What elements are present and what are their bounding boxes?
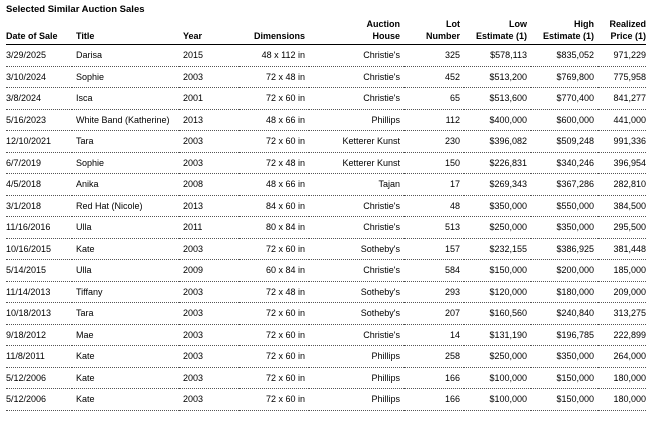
cell-year: 2003	[179, 281, 239, 303]
cell-lot-number: 14	[404, 324, 464, 346]
column-header-line2: Dimensions	[253, 31, 305, 41]
cell-year: 2003	[179, 131, 239, 153]
cell-dimensions: 48 x 112 in	[239, 45, 309, 67]
cell-year: 2003	[179, 389, 239, 411]
cell-high-estimate: $600,000	[531, 109, 598, 131]
cell-year: 2003	[179, 324, 239, 346]
cell-lot-number: 207	[404, 303, 464, 325]
cell-low-estimate: $513,200	[464, 66, 531, 88]
cell-auction-house: Phillips	[309, 389, 404, 411]
cell-year: 2003	[179, 367, 239, 389]
cell-low-estimate: $226,831	[464, 152, 531, 174]
table-row	[6, 109, 646, 131]
cell-lot-number: 325	[404, 45, 464, 67]
cell-date-of-sale: 11/14/2013	[6, 281, 72, 303]
cell-year: 2003	[179, 303, 239, 325]
cell-date-of-sale: 5/14/2015	[6, 260, 72, 282]
cell-high-estimate: $180,000	[531, 281, 598, 303]
table-row	[6, 174, 646, 196]
cell-dimensions: 72 x 60 in	[239, 303, 309, 325]
cell-title: Darisa	[72, 45, 179, 67]
cell-low-estimate: $513,600	[464, 88, 531, 110]
cell-low-estimate: $350,000	[464, 195, 531, 217]
cell-title: Sophie	[72, 66, 179, 88]
table-row	[6, 281, 646, 303]
table-row	[6, 217, 646, 239]
table-row	[6, 238, 646, 260]
cell-low-estimate: $160,560	[464, 303, 531, 325]
cell-realized-price: 441,000	[598, 109, 646, 131]
column-header-lot-number	[404, 18, 464, 45]
cell-lot-number: 258	[404, 346, 464, 368]
cell-date-of-sale: 3/29/2025	[6, 45, 72, 67]
column-header-line2: House	[372, 31, 400, 41]
cell-realized-price: 185,000	[598, 260, 646, 282]
cell-dimensions: 48 x 66 in	[239, 174, 309, 196]
cell-auction-house: Ketterer Kunst	[309, 152, 404, 174]
cell-lot-number: 112	[404, 109, 464, 131]
table-row	[6, 346, 646, 368]
cell-lot-number: 584	[404, 260, 464, 282]
cell-lot-number: 48	[404, 195, 464, 217]
cell-realized-price: 396,954	[598, 152, 646, 174]
column-header-line2: Estimate (1)	[475, 31, 527, 41]
cell-high-estimate: $150,000	[531, 389, 598, 411]
cell-lot-number: 157	[404, 238, 464, 260]
cell-date-of-sale: 10/18/2013	[6, 303, 72, 325]
cell-lot-number: 17	[404, 174, 464, 196]
cell-low-estimate: $269,343	[464, 174, 531, 196]
cell-lot-number: 150	[404, 152, 464, 174]
cell-low-estimate: $250,000	[464, 217, 531, 239]
cell-date-of-sale: 11/8/2011	[6, 346, 72, 368]
cell-year: 2011	[179, 217, 239, 239]
table-title: Selected Similar Auction Sales	[6, 4, 145, 15]
cell-auction-house: Phillips	[309, 109, 404, 131]
cell-high-estimate: $350,000	[531, 217, 598, 239]
cell-low-estimate: $578,113	[464, 45, 531, 67]
cell-low-estimate: $150,000	[464, 260, 531, 282]
cell-lot-number: 452	[404, 66, 464, 88]
cell-dimensions: 72 x 60 in	[239, 324, 309, 346]
column-header-line1: Lot	[446, 19, 460, 29]
cell-title: White Band (Katherine)	[72, 109, 179, 131]
cell-auction-house: Christie's	[309, 324, 404, 346]
table-header-row	[6, 18, 646, 45]
cell-realized-price: 295,500	[598, 217, 646, 239]
cell-date-of-sale: 3/8/2024	[6, 88, 72, 110]
cell-high-estimate: $509,248	[531, 131, 598, 153]
table-row	[6, 389, 646, 411]
column-header-line2: Number	[425, 31, 460, 41]
cell-year: 2001	[179, 88, 239, 110]
column-header-high-estimate	[531, 18, 598, 45]
cell-realized-price: 180,000	[598, 367, 646, 389]
cell-auction-house: Christie's	[309, 260, 404, 282]
cell-realized-price: 222,899	[598, 324, 646, 346]
table-row	[6, 260, 646, 282]
table-row	[6, 131, 646, 153]
cell-dimensions: 72 x 60 in	[239, 88, 309, 110]
cell-title: Tara	[72, 303, 179, 325]
cell-dimensions: 72 x 48 in	[239, 152, 309, 174]
cell-realized-price: 775,958	[598, 66, 646, 88]
cell-low-estimate: $232,155	[464, 238, 531, 260]
column-header-line1: Auction	[366, 19, 400, 29]
cell-date-of-sale: 4/5/2018	[6, 174, 72, 196]
cell-dimensions: 72 x 60 in	[239, 346, 309, 368]
cell-low-estimate: $120,000	[464, 281, 531, 303]
table-row	[6, 45, 646, 67]
cell-high-estimate: $240,840	[531, 303, 598, 325]
cell-low-estimate: $400,000	[464, 109, 531, 131]
cell-date-of-sale: 3/10/2024	[6, 66, 72, 88]
cell-low-estimate: $250,000	[464, 346, 531, 368]
cell-dimensions: 84 x 60 in	[239, 195, 309, 217]
cell-year: 2008	[179, 174, 239, 196]
column-header-line2: Title	[76, 31, 95, 41]
table-row	[6, 324, 646, 346]
column-header-realized-price	[598, 18, 646, 45]
cell-auction-house: Phillips	[309, 367, 404, 389]
cell-realized-price: 991,336	[598, 131, 646, 153]
cell-title: Ulla	[72, 260, 179, 282]
cell-title: Isca	[72, 88, 179, 110]
cell-auction-house: Phillips	[309, 346, 404, 368]
cell-dimensions: 72 x 60 in	[239, 367, 309, 389]
cell-dimensions: 80 x 84 in	[239, 217, 309, 239]
cell-title: Sophie	[72, 152, 179, 174]
column-header-low-estimate	[464, 18, 531, 45]
column-header-line2: Price (1)	[610, 31, 646, 41]
cell-lot-number: 513	[404, 217, 464, 239]
cell-title: Kate	[72, 389, 179, 411]
column-header-line1: Low	[509, 19, 527, 29]
cell-realized-price: 384,500	[598, 195, 646, 217]
cell-title: Kate	[72, 238, 179, 260]
column-header-dimensions	[239, 18, 309, 45]
cell-high-estimate: $350,000	[531, 346, 598, 368]
cell-high-estimate: $150,000	[531, 367, 598, 389]
cell-date-of-sale: 6/7/2019	[6, 152, 72, 174]
cell-high-estimate: $835,052	[531, 45, 598, 67]
table-row	[6, 152, 646, 174]
cell-date-of-sale: 11/16/2016	[6, 217, 72, 239]
cell-title: Red Hat (Nicole)	[72, 195, 179, 217]
cell-high-estimate: $340,246	[531, 152, 598, 174]
column-header-auction-house	[309, 18, 404, 45]
column-header-line2: Date of Sale	[6, 31, 58, 41]
column-header-line2: Estimate (1)	[542, 31, 594, 41]
cell-realized-price: 841,277	[598, 88, 646, 110]
cell-year: 2003	[179, 346, 239, 368]
cell-auction-house: Christie's	[309, 45, 404, 67]
cell-date-of-sale: 10/16/2015	[6, 238, 72, 260]
cell-high-estimate: $770,400	[531, 88, 598, 110]
cell-dimensions: 72 x 48 in	[239, 281, 309, 303]
cell-date-of-sale: 12/10/2021	[6, 131, 72, 153]
cell-auction-house: Sotheby's	[309, 303, 404, 325]
cell-auction-house: Sotheby's	[309, 238, 404, 260]
cell-lot-number: 65	[404, 88, 464, 110]
cell-date-of-sale: 9/18/2012	[6, 324, 72, 346]
cell-realized-price: 264,000	[598, 346, 646, 368]
cell-auction-house: Tajan	[309, 174, 404, 196]
cell-low-estimate: $100,000	[464, 389, 531, 411]
cell-high-estimate: $196,785	[531, 324, 598, 346]
cell-dimensions: 72 x 60 in	[239, 389, 309, 411]
cell-auction-house: Ketterer Kunst	[309, 131, 404, 153]
cell-realized-price: 313,275	[598, 303, 646, 325]
cell-low-estimate: $131,190	[464, 324, 531, 346]
cell-lot-number: 166	[404, 367, 464, 389]
cell-high-estimate: $367,286	[531, 174, 598, 196]
cell-dimensions: 72 x 60 in	[239, 131, 309, 153]
cell-date-of-sale: 3/1/2018	[6, 195, 72, 217]
table-row	[6, 66, 646, 88]
cell-date-of-sale: 5/12/2006	[6, 389, 72, 411]
cell-dimensions: 48 x 66 in	[239, 109, 309, 131]
cell-year: 2013	[179, 195, 239, 217]
cell-high-estimate: $550,000	[531, 195, 598, 217]
column-header-date-of-sale	[6, 18, 72, 45]
cell-lot-number: 230	[404, 131, 464, 153]
cell-year: 2003	[179, 152, 239, 174]
cell-date-of-sale: 5/12/2006	[6, 367, 72, 389]
column-header-line1	[183, 18, 235, 30]
cell-title: Anika	[72, 174, 179, 196]
cell-realized-price: 381,448	[598, 238, 646, 260]
cell-title: Kate	[72, 367, 179, 389]
cell-title: Kate	[72, 346, 179, 368]
cell-year: 2013	[179, 109, 239, 131]
cell-auction-house: Sotheby's	[309, 281, 404, 303]
cell-auction-house: Christie's	[309, 217, 404, 239]
table-row	[6, 367, 646, 389]
cell-dimensions: 72 x 60 in	[239, 238, 309, 260]
cell-title: Mae	[72, 324, 179, 346]
column-header-line1: High	[574, 19, 594, 29]
column-header-year	[179, 18, 239, 45]
cell-date-of-sale: 5/16/2023	[6, 109, 72, 131]
table-body	[6, 45, 646, 411]
cell-lot-number: 293	[404, 281, 464, 303]
column-header-line1: Realized	[609, 19, 646, 29]
cell-realized-price: 209,000	[598, 281, 646, 303]
cell-year: 2003	[179, 238, 239, 260]
cell-lot-number: 166	[404, 389, 464, 411]
column-header-line1	[76, 18, 175, 30]
cell-realized-price: 180,000	[598, 389, 646, 411]
cell-high-estimate: $769,800	[531, 66, 598, 88]
cell-low-estimate: $100,000	[464, 367, 531, 389]
auction-sales-table	[6, 18, 646, 411]
cell-title: Tara	[72, 131, 179, 153]
cell-auction-house: Christie's	[309, 66, 404, 88]
cell-high-estimate: $386,925	[531, 238, 598, 260]
cell-realized-price: 971,229	[598, 45, 646, 67]
table-row	[6, 303, 646, 325]
cell-title: Ulla	[72, 217, 179, 239]
cell-dimensions: 72 x 48 in	[239, 66, 309, 88]
cell-year: 2009	[179, 260, 239, 282]
column-header-line1	[6, 18, 68, 30]
cell-high-estimate: $200,000	[531, 260, 598, 282]
cell-year: 2015	[179, 45, 239, 67]
cell-realized-price: 282,810	[598, 174, 646, 196]
cell-dimensions: 60 x 84 in	[239, 260, 309, 282]
table-row	[6, 88, 646, 110]
cell-auction-house: Christie's	[309, 88, 404, 110]
cell-low-estimate: $396,082	[464, 131, 531, 153]
cell-year: 2003	[179, 66, 239, 88]
cell-title: Tiffany	[72, 281, 179, 303]
column-header-line1	[243, 18, 305, 30]
cell-auction-house: Christie's	[309, 195, 404, 217]
column-header-title	[72, 18, 179, 45]
column-header-line2: Year	[183, 31, 203, 41]
table-row	[6, 195, 646, 217]
